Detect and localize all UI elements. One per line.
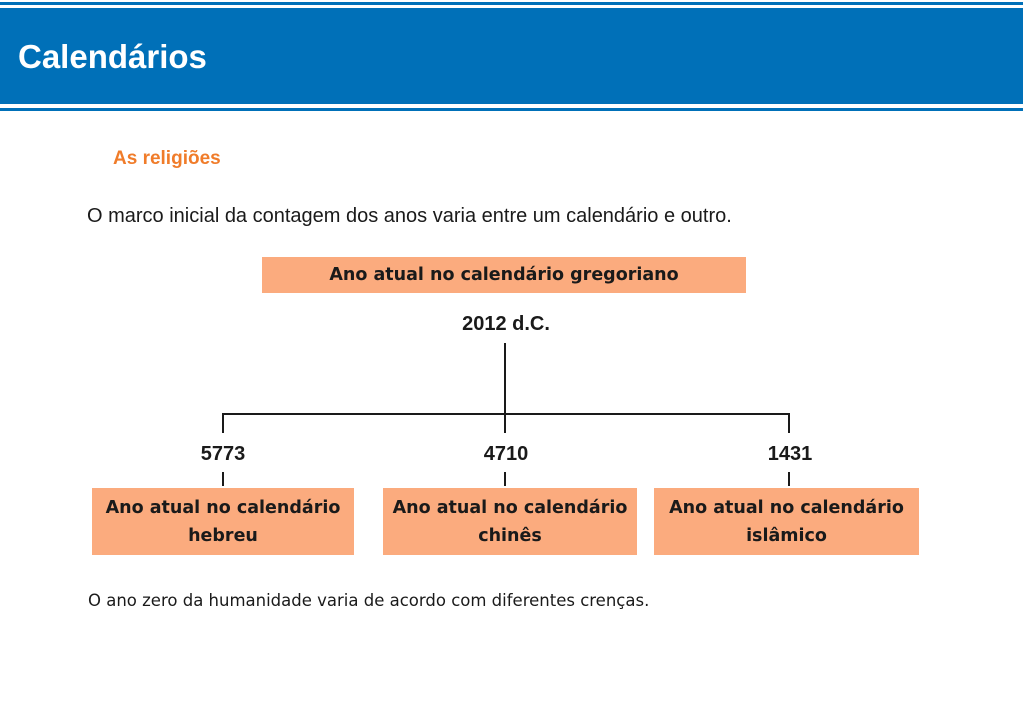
chinese-calendar-box [383,488,637,555]
islamic-calendar-box [654,488,919,555]
header-bottom-stripe [0,108,1023,111]
connector-drop-hebreu [222,413,224,433]
header-top-stripe [0,2,1023,5]
gregorian-calendar-box [262,257,746,293]
slide-title: Calendários [18,38,207,75]
hebrew-calendar-label-line1: Ano atual no calendário [105,497,341,518]
connector-tick-islamico [788,472,790,486]
hebrew-year: 5773 [200,443,246,465]
connector-tick-chines [504,472,506,486]
chinese-calendar-label-line2: chinês [478,525,542,546]
connector-tick-hebreu [222,472,224,486]
chinese-year: 4710 [483,443,529,465]
connector-vertical-main [504,343,506,433]
hebrew-calendar-box [92,488,354,555]
section-subtitle: As religiões [113,148,221,169]
gregorian-calendar-label: Ano atual no calendário gregoriano [329,265,679,285]
footer-text: O ano zero da humanidade varia de acordo com diferentes crenças. [88,591,650,610]
connector-drop-islamico [788,413,790,433]
intro-text: O marco inicial da contagem dos anos varia entre um calendário e outro. [87,205,732,227]
gregorian-year: 2012 d.C. [462,313,550,335]
islamic-calendar-label-line1: Ano atual no calendário [669,497,904,518]
header-bar [0,8,1023,104]
hebrew-calendar-label-line2: hebreu [188,525,258,546]
connector-horizontal [222,413,790,415]
chinese-calendar-label-line1: Ano atual no calendário [392,497,628,518]
islamic-year: 1431 [767,443,813,465]
islamic-calendar-label-line2: islâmico [746,525,827,546]
